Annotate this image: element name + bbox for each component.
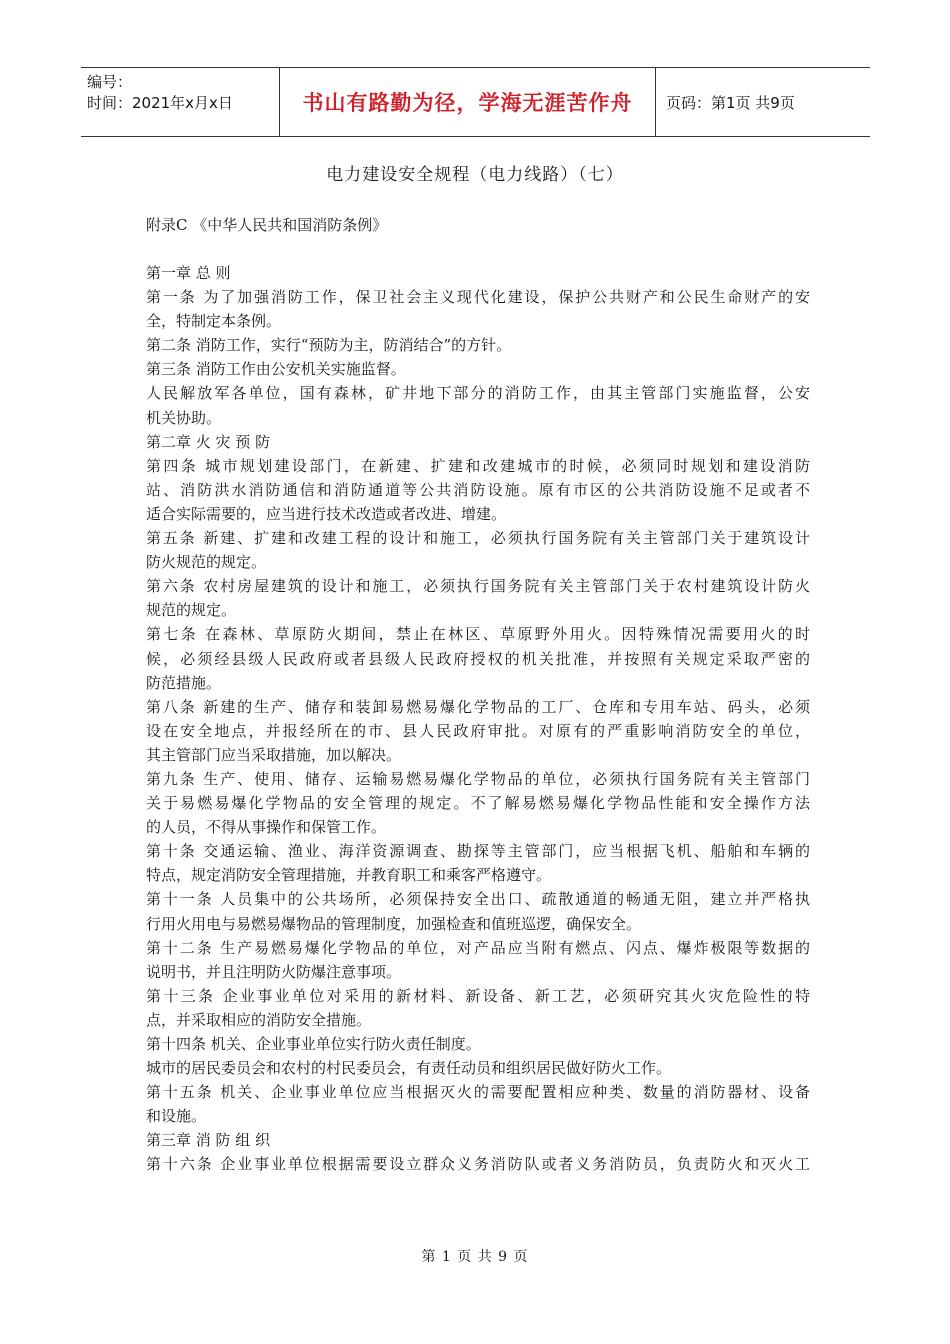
text-line: 第一章 总 则 [146, 264, 231, 282]
text-line: 关于易燃易爆化学物品的安全管理的规定。不了解易燃易爆化学物品性能和安全操作方法 [146, 794, 810, 813]
header-motto: 书山有路勤为径，学海无涯苦作舟 [280, 68, 656, 136]
text-line: 机关协助。 [146, 408, 222, 427]
text-line: 第一条 为了加强消防工作，保卫社会主义现代化建设，保护公共财产和公民生命财产的安 [146, 288, 810, 307]
text-line: 站、消防洪水消防通信和消防通道等公共消防设施。原有市区的公共消防设施不足或者不 [146, 480, 810, 499]
text-line: 防火规范的规定。 [146, 553, 267, 572]
text-line: 第十条 交通运输、渔业、海洋资源调查、勘探等主管部门，应当根据飞机、船舶和车辆的 [146, 842, 810, 861]
text-line: 设在安全地点，并报经所在的市、县人民政府审批。对原有的严重影响消防安全的单位， [146, 721, 810, 740]
text-line: 第五条 新建、扩建和改建工程的设计和施工，必须执行国务院有关主管部门关于建筑设计 [146, 529, 810, 548]
text-line: 第十四条 机关、企业事业单位实行防火责任制度。 [146, 1035, 481, 1053]
text-line: 说明书，并且注明防火防爆注意事项。 [146, 962, 402, 981]
text-line: 第四条 城市规划建设部门，在新建、扩建和改建城市的时候，必须同时规划和建设消防 [146, 456, 810, 475]
text-line: 规范的规定。 [146, 601, 237, 620]
text-line: 其主管部门应当采取措施，加以解决。 [146, 745, 402, 764]
text-line: 第二条 消防工作，实行“预防为主，防消结合”的方针。 [146, 336, 512, 355]
text-line: 第十三条 企业事业单位对采用的新材料、新设备、新工艺，必须研究其火灾危险性的特 [146, 986, 810, 1005]
text-line: 第十二条 生产易燃易爆化学物品的单位，对产品应当附有燃点、闪点、爆炸极限等数据的 [146, 938, 810, 957]
text-line: 行用火用电与易燃易爆物品的管理制度，加强检查和值班巡逻，确保安全。 [146, 914, 642, 933]
text-line: 防范措施。 [146, 673, 222, 692]
page-footer: 第 1 页 共 9 页 [421, 1249, 529, 1265]
appendix-heading: 附录C 《中华人民共和国消防条例》 [146, 216, 388, 234]
text-line: 点，并采取相应的消防安全措施。 [146, 1010, 372, 1029]
text-line: 第六条 农村房屋建筑的设计和施工，必须执行国务院有关主管部门关于农村建筑设计防火 [146, 577, 810, 596]
text-line: 适合实际需要的，应当进行技术改造或者改进、增建。 [146, 504, 507, 523]
text-line: 第三条 消防工作由公安机关实施监督。 [146, 360, 406, 379]
text-line: 的人员，不得从事操作和保管工作。 [146, 818, 387, 837]
text-line: 第十一条 人员集中的公共场所，必须保持安全出口、疏散通道的畅通无阻，建立并严格执 [146, 890, 810, 909]
page-header [81, 67, 870, 137]
header-meta [81, 68, 280, 136]
header-page-info: 页码：第1页 共9页 [666, 93, 795, 112]
document-body [146, 261, 810, 1177]
serial-label: 编号： [87, 73, 133, 91]
text-line: 全，特制定本条例。 [146, 312, 282, 331]
text-line: 第十五条 机关、企业事业单位应当根据灭火的需要配置相应种类、数量的消防器材、设备 [146, 1083, 810, 1102]
text-line: 第八条 新建的生产、储存和装卸易燃易爆化学物品的工厂、仓库和专用车站、码头，必须 [146, 697, 810, 716]
text-line: 和设施。 [146, 1107, 207, 1126]
text-line: 城市的居民委员会和农村的村民委员会，有责任动员和组织居民做好防火工作。 [146, 1059, 672, 1078]
text-line: 人民解放军各单位，国有森林，矿井地下部分的消防工作，由其主管部门实施监督，公安 [146, 384, 810, 403]
text-line: 第十六条 企业事业单位根据需要设立群众义务消防队或者义务消防员，负责防火和灭火工 [146, 1155, 810, 1174]
text-line: 第七条 在森林、草原防火期间，禁止在林区、草原野外用火。因特殊情况需要用火的时 [146, 625, 810, 644]
text-line: 候，必须经县级人民政府或者县级人民政府授权的机关批准，并按照有关规定采取严密的 [146, 649, 810, 668]
text-line: 特点，规定消防安全管理措施，并教育职工和乘客严格遵守。 [146, 866, 552, 885]
document-title: 电力建设安全规程（电力线路）（七） [326, 165, 624, 185]
date-label: 时间：2021年x月x日 [87, 94, 233, 112]
text-line: 第二章 火 灾 预 防 [146, 432, 271, 451]
text-line: 第三章 消 防 组 织 [146, 1131, 271, 1150]
text-line: 第九条 生产、使用、储存、运输易燃易爆化学物品的单位，必须执行国务院有关主管部门 [146, 769, 810, 788]
